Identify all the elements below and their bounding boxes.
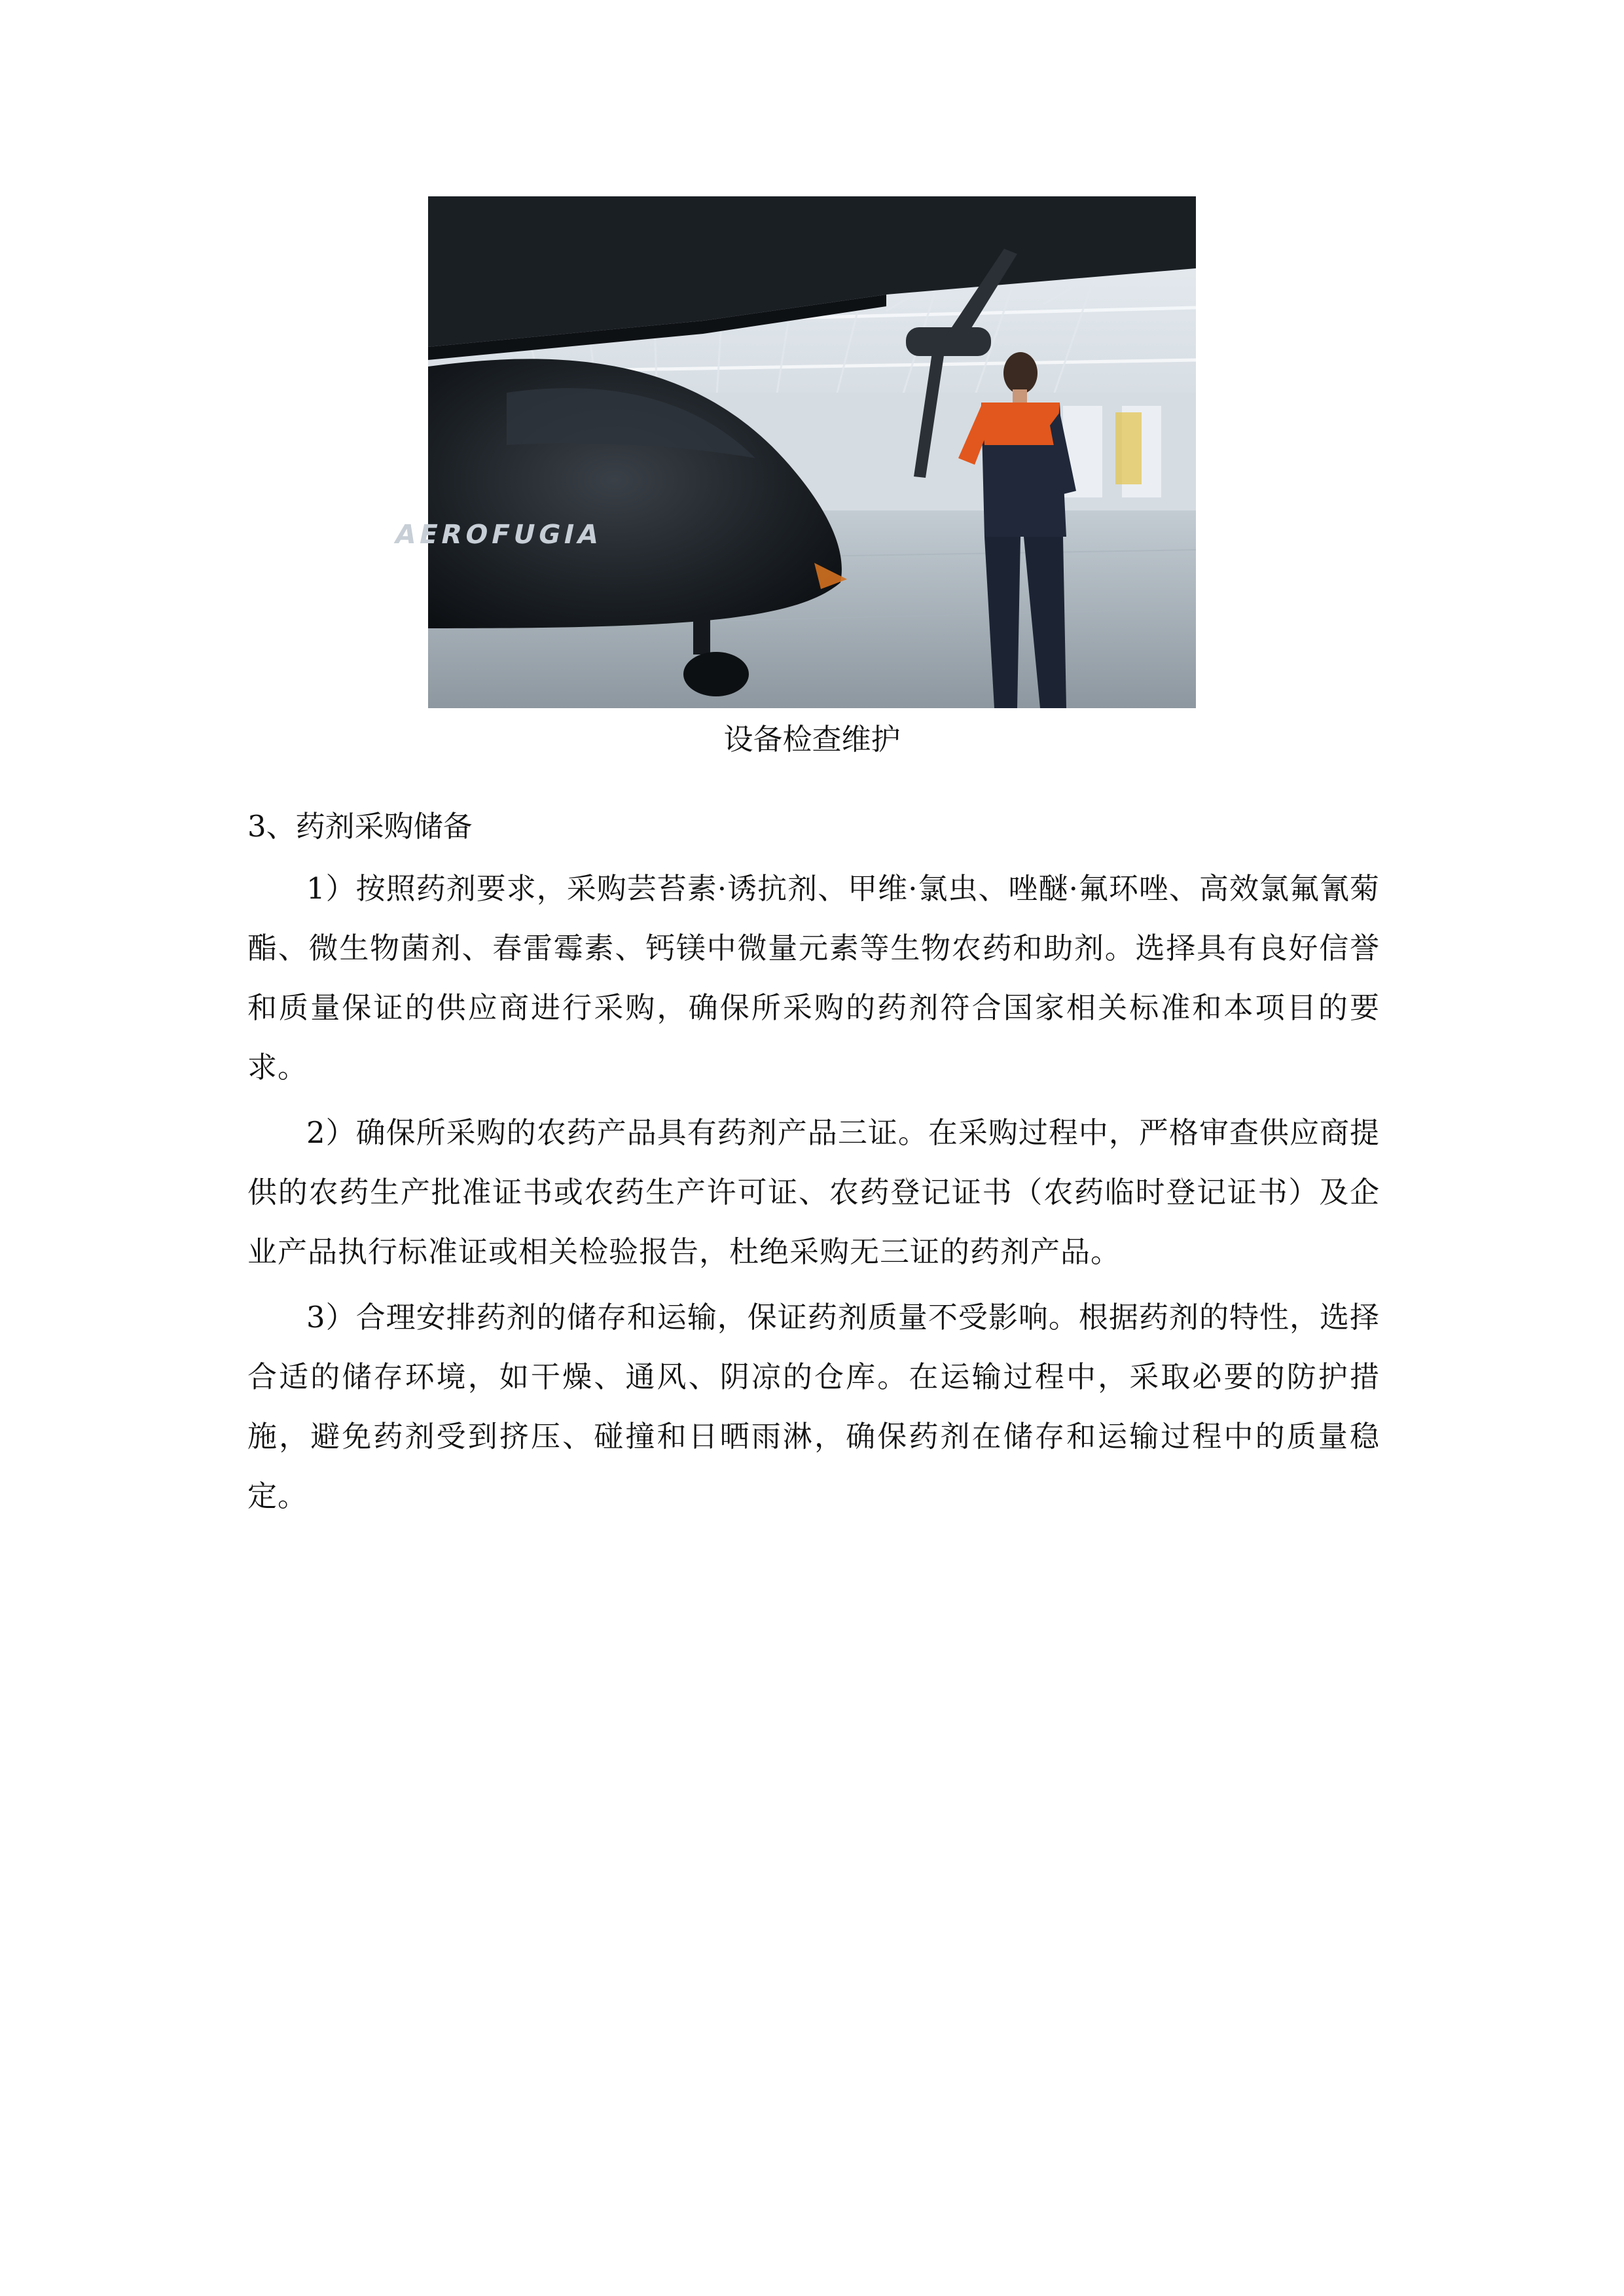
section-content (247, 797, 1380, 1532)
paragraph-3: 3）合理安排药剂的储存和运输，保证药剂质量不受影响。根据药剂的特性，选择合适的储存环境，如干燥、通风、阴凉的仓库。在运输过程中，采取必要的防护措施，避免药剂受到挤压、碰撞和日晒雨淋，确保药剂在储存和运输过程中的质量稳定。 (247, 1300, 1380, 1513)
figure-caption: 设备检查维护 (723, 722, 901, 757)
paragraph-2: 2）确保所采购的农药产品具有药剂产品三证。在采购过程中，严格审查供应商提供的农药生产批准证书或农药生产许可证、农药登记证书（农药临时登记证书）及企业产品执行标准证或相关检验报告，杜绝采购无三证的药剂产品。 (247, 1115, 1380, 1269)
paragraph-1: 1）按照药剂要求，采购芸苔素·诱抗剂、甲维·氯虫、唑醚·氟环唑、高效氯氟氰菊酯、微生物菌剂、春雷霉素、钙镁中微量元素等生物农药和助剂。选择具有良好信誉和质量保证的供应商进行采购，确保所采购的药剂符合国家相关标准和本项目的要求。 (247, 871, 1380, 1085)
photo-illustration (392, 196, 1196, 708)
aircraft-maintenance-photo (392, 196, 1196, 708)
aircraft-logo-text: AEROFUGIA (392, 518, 605, 550)
section-heading: 3、药剂采购储备 (247, 809, 473, 844)
